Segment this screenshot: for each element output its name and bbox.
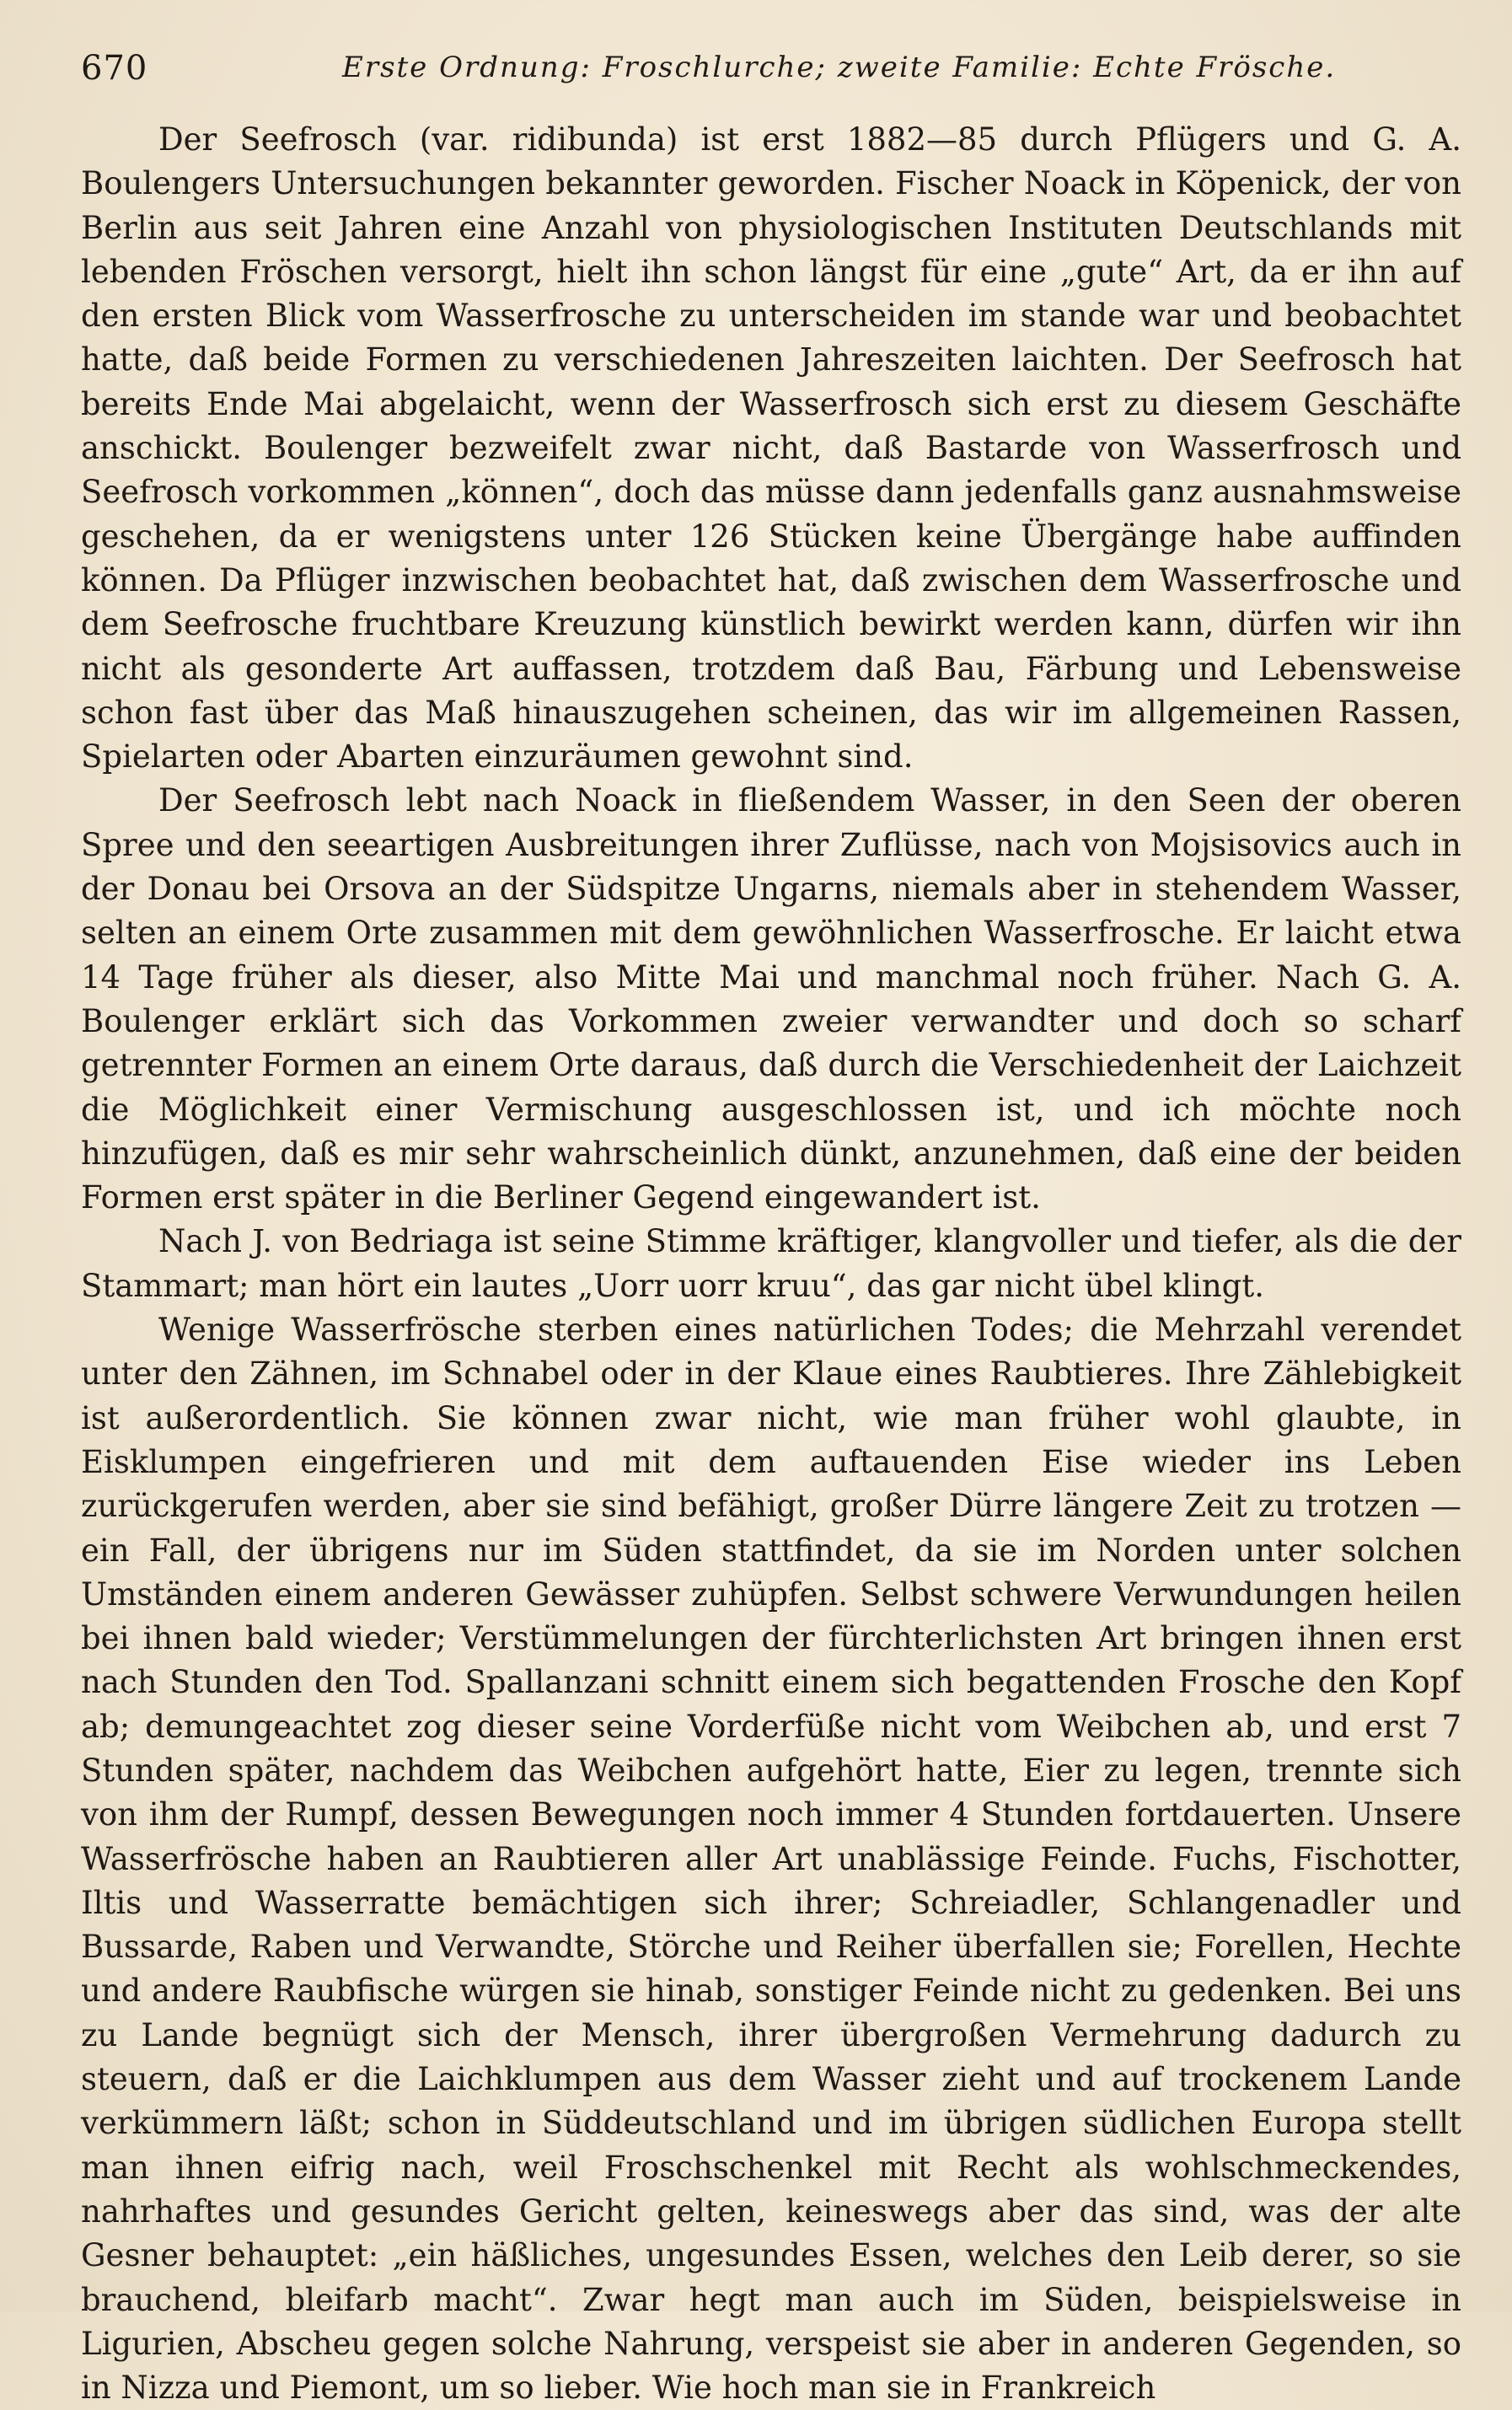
page-number: 670 <box>81 49 148 88</box>
paragraph: Der Seefrosch lebt nach Noack in fließendem Wasser, in den Seen der oberen Spree und den seeartigen Ausbreitungen ihrer Zuflüsse, nach von Mojsisovics auch in der Donau bei Orsova an der Südspitze Ungarns, niemals aber in stehendem Wasser, selten an einem Orte zusammen mit dem gewöhnlichen Wasserfrosche. Er laicht etwa 14 Tage früher als dieser, also Mitte Mai und manchmal noch früher. Nach G. A. Boulenger erklärt sich das Vorkommen zweier verwandter und doch so scharf getrennter Formen an einem Orte daraus, daß durch die Verschiedenheit der Laichzeit die Möglichkeit einer Vermischung ausgeschlossen ist, und ich möchte noch hinzufügen, daß es mir sehr wahrscheinlich dünkt, anzunehmen, daß eine der beiden Formen erst später in die Berliner Gegend eingewandert ist. <box>81 782 1461 1216</box>
paragraph: Wenige Wasserfrösche sterben eines natürlichen Todes; die Mehrzahl verendet unter den Zähnen, im Schnabel oder in der Klaue eines Raubtieres. Ihre Zählebigkeit ist außerordentlich. Sie können zwar nicht, wie man früher wohl glaubte, in Eisklumpen eingefrieren und mit dem auftauenden Eise wieder ins Leben zurückgerufen werden, aber sie sind befähigt, großer Dürre längere Zeit zu trotzen — ein Fall, der übrigens nur im Süden stattfindet, da sie im Norden unter solchen Umständen einem anderen Gewässer zuhüpfen. Selbst schwere Verwundungen heilen bei ihnen bald wieder; Verstümmelungen der fürchterlichsten Art bringen ihnen erst nach Stunden den Tod. Spallanzani schnitt einem sich begattenden Frosche den Kopf ab; demungeachtet zog dieser seine Vorderfüße nicht vom Weibchen ab, und erst 7 Stunden später, nachdem das Weibchen aufgehört hatte, Eier zu legen, trennte sich von ihm der Rumpf, dessen Bewegungen noch immer 4 Stunden fortdauerten. Unsere Wasserfrösche haben an Raubtieren aller Art unablässige Feinde. Fuchs, Fischotter, Iltis und Wasserratte bemächtigen sich ihrer; Schreiadler, Schlangenadler und Bussarde, Raben und Verwandte, Störche und Reiher überfallen sie; Forellen, Hechte und andere Raubfische würgen sie hinab, sonstiger Feinde nicht zu gedenken. Bei uns zu Lande begnügt sich der Mensch, ihrer übergroßen Vermehrung dadurch zu steuern, daß er die Laichklumpen aus dem Wasser zieht und auf trockenem Lande verkümmern läßt; schon in Süddeutschland und im übrigen südlichen Europa stellt man ihnen eifrig nach, weil Froschschenkel mit Recht als wohlschmeckendes, nahrhaftes und gesundes Gericht gelten, keineswegs aber das sind, was der alte Gesner behauptet: „ein häßliches, ungesundes Essen, welches den Leib derer, so sie brauchend, bleifarb macht“. Zwar hegt man auch im Süden, beispielsweise in Ligurien, Abscheu gegen solche Nahrung, verspeist sie aber in anderen Gegenden, so in Nizza und Piemont, um so lieber. Wie hoch man sie in Frankreich <box>81 1312 1461 2407</box>
paragraph: Der Seefrosch (var. ridibunda) ist erst 1882—85 durch Pflügers und G. A. Boulengers Untersuchungen bekannter geworden. Fischer Noack in Köpenick, der von Berlin aus seit Jahren eine Anzahl von physiologischen Instituten Deutschlands mit lebenden Fröschen versorgt, hielt ihn schon längst für eine „gute“ Art, da er ihn auf den ersten Blick vom Wasserfrosche zu unterscheiden im stande war und beobachtet hatte, daß beide Formen zu verschiedenen Jahreszeiten laichten. Der Seefrosch hat bereits Ende Mai abgelaicht, wenn der Wasserfrosch sich erst zu diesem Geschäfte anschickt. Boulenger bezweifelt zwar nicht, daß Bastarde von Wasserfrosch und Seefrosch vorkommen „können“, doch das müsse dann jedenfalls ganz ausnahmsweise geschehen, da er wenigstens unter 126 Stücken keine Übergänge habe auffinden können. Da Pflüger inzwischen beobachtet hat, daß zwischen dem Wasserfrosche und dem Seefrosche fruchtbare Kreuzung künstlich bewirkt werden kann, dürfen wir ihn nicht als gesonderte Art auffassen, trotzdem daß Bau, Färbung und Lebensweise schon fast über das Maß hinauszugehen scheinen, das wir im allgemeinen Rassen, Spielarten oder Abarten einzuräumen gewohnt sind. <box>81 121 1461 776</box>
page-header <box>81 49 1463 99</box>
paragraph: Nach J. von Bedriaga ist seine Stimme kräftiger, klangvoller und tiefer, als die der Stammart; man hört ein lautes „Uorr uorr kruu“, das gar nicht übel klingt. <box>81 1223 1461 1304</box>
running-head: Erste Ordnung: Froschlurche; zweite Familie: Echte Frösche. <box>342 51 1337 84</box>
body-text <box>81 118 1461 2410</box>
